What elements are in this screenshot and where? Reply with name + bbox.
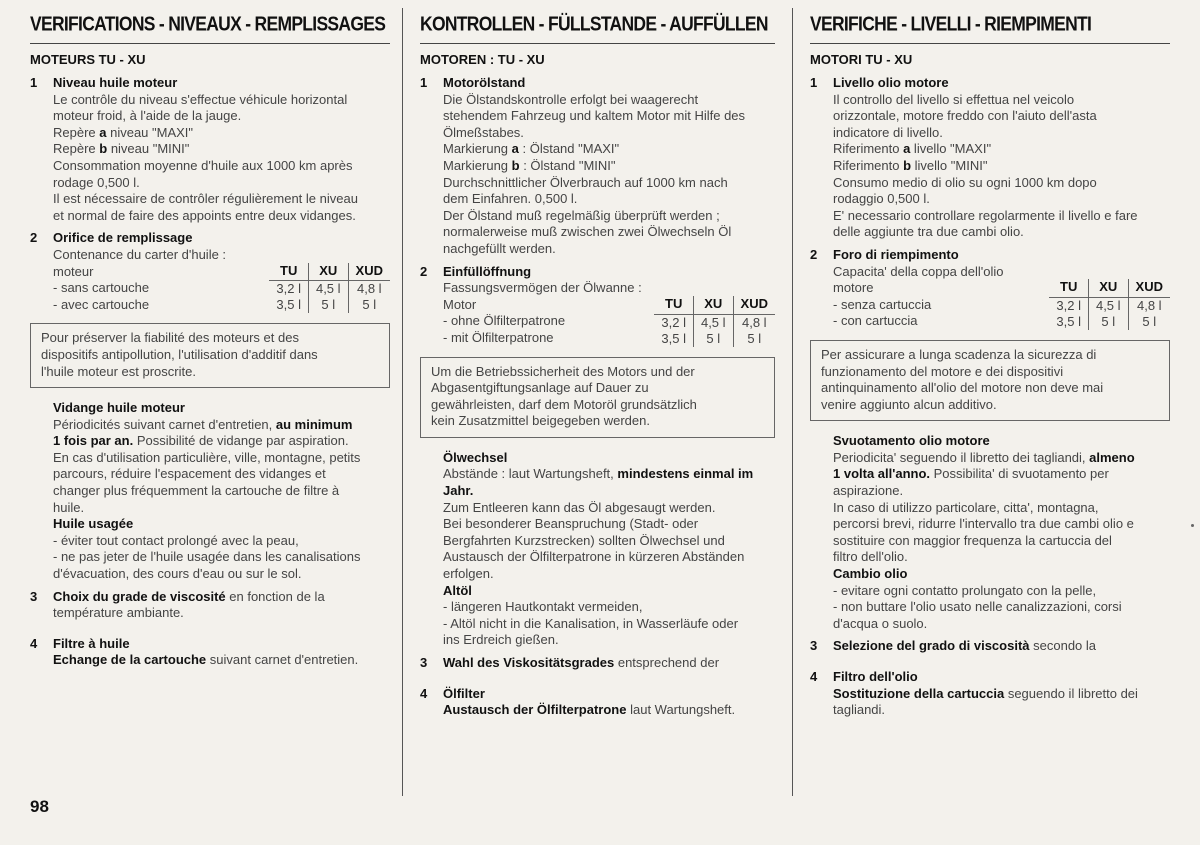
table-row [654,331,775,347]
item-body [443,264,775,347]
item-number: 4 [810,669,818,684]
table-cell: 3,5 l [661,330,686,346]
text-fragment: Abstände : laut Wartungsheft, [443,466,618,482]
item-title: Niveau huile moteur [53,75,178,90]
section-heading: Ölwechsel [443,449,508,465]
oil-change-interval-cont [833,466,1170,483]
table-header: XUD [348,263,390,281]
column-italian [810,8,1170,719]
item-4 [420,686,775,719]
capacity-table [1049,279,1170,330]
page-number: 98 [30,797,49,816]
mark-suffix: livello "MAXI" [910,141,992,157]
mark-key: b [903,157,912,173]
text-line: dem Einfahren. 0,500 l. [443,191,578,207]
item-2 [810,247,1170,330]
capacity-labels [53,247,226,313]
text-line: motore [833,280,874,296]
text-line: changer plus fréquemment la cartouche de filtre à [53,483,340,499]
oil-change-section [30,400,390,583]
capacity-block [833,264,1170,330]
item-title: Wahl des Viskositätsgrades [443,655,615,670]
text-line: En cas d'utilisation particulière, ville, montagne, petits [53,449,361,465]
spacer [810,655,1170,669]
filter-line [443,702,775,719]
table-cell: 4,5 l [1088,297,1128,314]
note-line: Abgasentgiftungsanlage auf Dauer zu [431,380,649,396]
section-heading: Altöl [443,582,472,598]
table-cell: 5 l [693,331,733,347]
table-cell: 5 l [1088,314,1128,330]
spacer [420,672,775,686]
mark-suffix: : Ölstand "MAXI" [518,141,620,157]
mark-suffix: niveau "MINI" [107,141,190,157]
text-line: d'évacuation, des cours d'eau ou sur le sol. [53,566,302,582]
oil-change-interval [833,450,1170,467]
text-line: - avec cartouche [53,296,150,312]
filter-line [833,686,1170,703]
table-row [269,281,390,298]
item-number: 3 [810,638,818,654]
item-body [833,638,1170,655]
column-divider-1 [402,8,403,796]
column-divider-2 [792,8,793,796]
note-line: funzionamento del motore e dei dispositivi [821,363,1064,379]
mark-suffix: livello "MINI" [911,157,988,173]
text-line: Capacita' della coppa dell'olio [833,263,1004,279]
item-number: 1 [30,75,38,90]
text-line: Bergfahrten Kurzstrecken) sollten Ölwechsel und [443,532,725,548]
mark-prefix: Repère [53,124,100,140]
level-mark-b [443,158,775,175]
note-line: antinquinamento all'olio del motore non deve mai [821,380,1104,396]
filter-line [53,652,390,669]
text-fragment: en fonction de la [225,588,325,604]
item-body [53,75,390,224]
table-cell: 5 l [733,331,775,347]
item-number: 3 [420,655,428,670]
table-row [269,297,390,313]
table-header: TU [269,263,308,281]
text-line: Fassungsvermögen der Ölwanne : [443,280,642,296]
text-line: erfolgen. [443,566,494,582]
text-line: Consommation moyenne d'huile aux 1000 km après [53,157,353,173]
table-cell: 3,2 l [661,314,686,330]
text-line: aspirazione. [833,483,904,499]
table-row [1049,297,1170,314]
mark-key: a [99,124,107,140]
mark-prefix: Riferimento [833,157,904,173]
section-heading: Cambio olio [833,566,908,582]
title-rule [810,43,1170,44]
text-line: parcours, réduire l'espacement des vidanges et [53,466,326,482]
oil-change-section [810,433,1170,632]
text-bold: mindestens einmal im [617,466,754,482]
scan-speck [1191,524,1194,527]
note-line: Pour préserver la fiabilité des moteurs et des [41,330,299,346]
text-bold: Austausch der Ölfilterpatrone [443,702,627,718]
mark-prefix: Markierung [443,157,512,173]
table-header: TU [654,296,693,314]
table-header: XU [693,296,733,314]
item-1 [810,75,1170,241]
text-line: nachgefüllt werden. [443,240,556,256]
table-cell: 5 l [348,297,390,313]
note-line: dispositifs antipollution, l'utilisation d'additif dans [41,346,318,362]
capacity-labels [833,264,1003,330]
level-mark-b [53,141,390,158]
item-body [443,655,775,672]
mark-suffix: : Ölstand "MINI" [519,157,616,173]
item-1 [420,75,775,258]
text-bold: Echange de la cartouche [53,652,207,668]
capacity-table [654,296,775,347]
text-bold: almeno [1089,449,1135,465]
text-line: indicatore di livello. [833,124,943,140]
text-line: - Altöl nicht in die Kanalisation, in Wasserläufe oder [443,615,739,631]
item-body [53,230,390,313]
table-header: XU [308,263,348,281]
table-cell: 4,5 l [693,314,733,331]
viscosity-line [443,655,775,672]
text-bold: 1 volta all'anno. [833,466,931,482]
text-line: Durchschnittlicher Ölverbrauch auf 1000 km nach [443,174,728,190]
note-line: kein Zusatzmittel beigegeben werden. [431,413,650,429]
table-header: XUD [1128,279,1170,297]
section-title: KONTROLLEN - FÜLLSTANDE - AUFFÜLLEN [420,12,768,35]
text-line: Consumo medio di olio su ogni 1000 km dopo [833,174,1097,190]
capacity-block [443,280,775,346]
text-line: température ambiante. [53,605,184,621]
text-line: Die Ölstandskontrolle erfolgt bei waagerecht [443,91,699,107]
item-2 [420,264,775,347]
oil-change-interval [53,417,390,434]
text-line: - éviter tout contact prolongé avec la peau, [53,532,299,548]
note-line: Um die Betriebssicherheit des Motors und der [431,363,695,379]
oil-change-interval-cont [443,483,775,500]
text-line: Il est nécessaire de contrôler régulièrement le niveau [53,191,358,207]
text-fragment: Possibilita' di svuotamento per [930,466,1109,482]
level-mark-b [833,158,1170,175]
item-number: 2 [420,263,428,279]
text-line: rodaggio 0,500 l. [833,191,930,207]
text-line: Der Ölstand muß regelmäßig überprüft werden ; [443,207,720,223]
item-number: 1 [810,75,818,90]
item-number: 4 [420,685,428,701]
item-body [53,636,390,669]
text-line: stehendem Fahrzeug und kaltem Motor mit Hilfe des [443,108,746,124]
table-cell: 4,5 l [308,281,348,298]
column-german [420,8,775,719]
text-fragment: entsprechend der [614,655,720,670]
table-cell: 5 l [1128,314,1170,330]
text-line: - längeren Hautkontakt vermeiden, [443,599,643,615]
item-1 [30,75,390,224]
item-body [443,686,775,719]
note-line: l'huile moteur est proscrite. [41,363,196,379]
item-title: Filtre à huile [53,635,130,651]
section-heading: Vidange huile moteur [53,400,185,416]
level-mark-a [53,125,390,142]
text-line: Le contrôle du niveau s'effectue véhicule horizontal [53,91,348,107]
engine-subtitle: MOTEURS TU - XU [30,52,146,67]
text-line: huile. [53,499,85,515]
item-title: Selezione del grado di viscosità [833,638,1030,654]
note-line: venire aggiunto alcun additivo. [821,396,997,412]
text-fragment: Possibilité de vidange par aspiration. [133,433,349,449]
item-title: Motorölstand [443,75,526,90]
text-line: - ne pas jeter de l'huile usagée dans les canalisations [53,549,361,565]
text-line: - evitare ogni contatto prolungato con la pelle, [833,582,1097,598]
text-line: - mit Ölfilterpatrone [443,329,554,345]
table-header-row [654,296,775,314]
oil-change-interval [443,466,775,483]
mark-suffix: niveau "MAXI" [106,124,194,140]
text-bold: Jahr. [443,483,474,499]
text-line: Bei besonderer Beanspruchung (Stadt- oder [443,516,699,532]
viscosity-line [53,589,390,606]
item-number: 2 [810,246,818,262]
text-line: - sans cartouche [53,280,150,296]
item-title: Filtro dell'olio [833,669,918,684]
mark-prefix: Markierung [443,141,512,157]
text-line: - senza cartuccia [833,296,932,312]
text-line: Austausch der Ölfilterpatrone in kürzeren Abständen [443,549,745,565]
item-body [53,589,390,622]
section-title: VERIFICATIONS - NIVEAUX - REMPLISSAGES [30,12,386,35]
text-fragment: Periodicita' seguendo il libretto dei tagliandi, [833,449,1090,465]
table-cell: 5 l [308,297,348,313]
oil-change-interval-cont [53,433,390,450]
warning-note-box [810,340,1170,421]
item-body [443,75,775,258]
text-line: moteur [53,263,94,279]
warning-note-box [420,357,775,438]
text-line: sostituire con maggior frequenza la cartuccia del [833,532,1112,548]
text-line: Contenance du carter d'huile : [53,246,227,262]
table-row [1049,314,1170,330]
item-number: 4 [30,635,38,651]
table-header-row [269,263,390,281]
capacity-labels [443,280,642,346]
capacity-block [53,247,390,313]
engine-subtitle: MOTORI TU - XU [810,52,913,67]
title-rule [30,43,390,44]
spacer [30,622,390,636]
mark-prefix: Riferimento [833,141,904,157]
item-body [833,75,1170,241]
table-cell: 3,5 l [276,297,301,313]
mark-prefix: Repère [53,141,100,157]
item-body [833,247,1170,330]
item-title: Einfüllöffnung [443,263,532,279]
text-line: filtro dell'olio. [833,549,908,565]
text-line: rodage 0,500 l. [53,174,140,190]
item-4 [30,636,390,669]
engine-subtitle: MOTOREN : TU - XU [420,52,545,67]
item-body [833,669,1170,719]
mark-key: b [99,141,108,157]
text-line: delle aggiunte tra due cambi olio. [833,224,1024,240]
text-line: Ölmeßstabes. [443,124,524,140]
text-bold: Sostituzione della cartuccia [833,685,1005,701]
item-3 [420,655,775,672]
oil-change-section [420,450,775,649]
text-line: - con cartuccia [833,313,918,329]
item-4 [810,669,1170,719]
table-cell: 3,2 l [276,281,301,297]
text-line: et normal de faire des appoints entre deux vidanges. [53,207,356,223]
text-line: percorsi brevi, ridurre l'intervallo tra due cambi olio e [833,516,1134,532]
text-line: In caso di utilizzo particolare, citta', montagna, [833,499,1099,515]
warning-note-box [30,323,390,388]
text-bold: 1 fois par an. [53,433,134,449]
note-line: Per assicurare a lunga scadenza la sicurezza di [821,346,1097,362]
text-line: tagliandi. [833,702,886,718]
text-line: Motor [443,296,477,312]
text-line: Zum Entleeren kann das Öl abgesaugt werden. [443,499,716,515]
text-line: d'acqua o suolo. [833,615,928,631]
item-number: 1 [420,75,428,90]
column-french [30,8,390,669]
table-cell: 3,5 l [1056,313,1081,329]
item-number: 3 [30,588,38,604]
text-line: - ohne Ölfilterpatrone [443,313,566,329]
item-title: Foro di riempimento [833,246,959,262]
text-fragment: Périodicités suivant carnet d'entretien, [53,416,276,432]
item-title: Livello olio motore [833,75,949,90]
table-cell: 4,8 l [348,281,390,298]
table-header: XUD [733,296,775,314]
text-line: - non buttare l'olio usato nelle canalizzazioni, corsi [833,599,1122,615]
table-row [654,314,775,331]
table-header: XU [1088,279,1128,297]
text-line: E' necessario controllare regolarmente il livello e fare [833,207,1138,223]
table-cell: 4,8 l [733,314,775,331]
text-fragment: laut Wartungsheft. [626,702,736,718]
item-3 [30,589,390,622]
item-number: 2 [30,230,38,246]
text-line: ins Erdreich gießen. [443,632,559,648]
section-heading: Huile usagée [53,516,134,532]
text-fragment: secondo la [1029,638,1097,654]
item-2 [30,230,390,313]
mark-key: a [511,141,519,157]
table-cell: 3,2 l [1056,297,1081,313]
text-line: normalerweise muß zwischen zwei Ölwechseln Öl [443,224,732,240]
text-fragment: suivant carnet d'entretien. [206,652,359,668]
section-title: VERIFICHE - LIVELLI - RIEMPIMENTI [810,12,1092,35]
text-line: orizzontale, motore freddo con l'aiuto dell'asta [833,108,1097,124]
text-bold: au minimum [275,416,353,432]
mark-key: a [903,141,911,157]
text-fragment: seguendo il libretto dei [1004,685,1138,701]
table-cell: 4,8 l [1128,297,1170,314]
level-mark-a [443,141,775,158]
item-title: Choix du grade de viscosité [53,588,226,604]
table-header: TU [1049,279,1088,297]
item-title: Orifice de remplissage [53,230,193,246]
item-title: Ölfilter [443,685,485,701]
text-line: Il controllo del livello si effettua nel veicolo [833,91,1075,107]
table-header-row [1049,279,1170,297]
text-line: moteur froid, à l'aide de la jauge. [53,108,242,124]
section-heading: Svuotamento olio motore [833,433,990,449]
title-rule [420,43,775,44]
mark-key: b [511,157,520,173]
note-line: gewährleisten, darf dem Motoröl grundsätzlich [431,396,697,412]
level-mark-a [833,141,1170,158]
viscosity-line [833,638,1170,655]
item-3 [810,638,1170,655]
capacity-table [269,263,390,314]
